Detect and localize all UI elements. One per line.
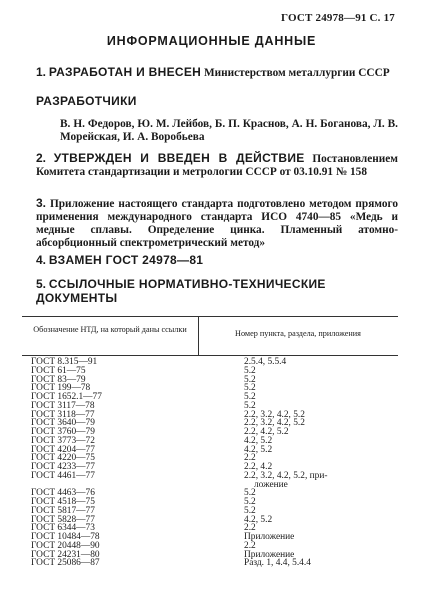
table-cell-reference: 2.2, 3.2, 4.2, 5.2 bbox=[244, 418, 305, 429]
table-cell-document: ГОСТ 3640—79 bbox=[31, 418, 95, 429]
table-cell-reference: 5.2 bbox=[244, 488, 256, 499]
table-cell-reference: 5.2 bbox=[244, 400, 256, 411]
table-cell-reference: 5.2 bbox=[244, 505, 256, 516]
table-cell-document: ГОСТ 4233—77 bbox=[31, 462, 95, 472]
section-2-text: Постановлением Комитета стандартизации и метрологии СССР от 03.10.91 № 158 bbox=[36, 153, 399, 178]
table-cell-reference: 2.2, 3.2, 4.2, 5.2, при- bbox=[244, 470, 328, 481]
table-cell-document: ГОСТ 10484—78 bbox=[31, 532, 100, 542]
table-header-reference: Номер пункта, раздела, приложения bbox=[235, 329, 361, 338]
section-5-number: 5. bbox=[36, 277, 47, 291]
section-2 bbox=[36, 152, 398, 179]
table-cell-reference: Разд. 1, 4.4, 5.4.4 bbox=[244, 558, 311, 569]
table-cell-document: ГОСТ 5828—77 bbox=[31, 514, 95, 525]
table-cell-document: ГОСТ 4461—77 bbox=[31, 470, 95, 481]
page-title: ИНФОРМАЦИОННЫЕ ДАННЫЕ bbox=[106, 34, 317, 48]
authors-list: В. Н. Федоров, Ю. М. Лейбов, Б. П. Краснов, А. Н. Боганова, Л. В. Морейская, И. А. Воробьева bbox=[60, 118, 398, 143]
table-cell-reference: Приложение bbox=[244, 532, 295, 542]
section-1-heading: РАЗРАБОТАН И ВНЕСЕН bbox=[48, 65, 202, 79]
section-3 bbox=[36, 197, 398, 250]
section-1-text: Министерством металлургии СССР bbox=[203, 67, 390, 79]
table-cell-document: ГОСТ 5817—77 bbox=[31, 505, 95, 516]
section-1 bbox=[36, 66, 396, 80]
table-cell-reference: 2.2, 4.2 bbox=[244, 462, 273, 472]
table-row bbox=[22, 472, 398, 490]
table-cell-document: ГОСТ 1652.1—77 bbox=[31, 392, 102, 402]
table-cell-document: ГОСТ 3118—77 bbox=[31, 409, 95, 420]
table-cell-document: ГОСТ 6344—73 bbox=[31, 523, 95, 534]
table-cell-document: ГОСТ 4463—76 bbox=[31, 488, 95, 499]
table-cell-reference-continued: ложение bbox=[254, 479, 288, 490]
references-table bbox=[22, 316, 398, 569]
table-cell-document: ГОСТ 4518—75 bbox=[31, 497, 95, 507]
table-cell-document: ГОСТ 8.315—91 bbox=[31, 357, 98, 367]
table-cell-document: ГОСТ 20448—90 bbox=[31, 540, 100, 551]
table-cell-reference: 2.2, 4.2, 5.2 bbox=[244, 427, 289, 437]
table-cell-reference: 4.2, 5.2 bbox=[244, 444, 273, 455]
table-cell-reference: 4.2, 5.2 bbox=[244, 514, 273, 525]
section-4-heading: ВЗАМЕН ГОСТ 24978—81 bbox=[48, 253, 204, 267]
table-cell-document: ГОСТ 24231—80 bbox=[31, 549, 100, 560]
table-cell-reference: 2.2 bbox=[244, 540, 256, 551]
table-cell-reference: Приложение bbox=[244, 549, 295, 560]
table-cell-reference: 2.2 bbox=[244, 523, 256, 534]
section-3-number: 3. bbox=[36, 196, 47, 210]
table-cell-reference: 4.2, 5.2 bbox=[244, 435, 273, 446]
section-2-number: 2. bbox=[36, 151, 47, 165]
table-body bbox=[22, 358, 398, 568]
table-cell-reference: 5.2 bbox=[244, 497, 256, 507]
table-cell-reference: 2.5.4, 5.5.4 bbox=[244, 357, 287, 367]
section-2-heading: УТВЕРЖДЕН И ВВЕДЕН В ДЕЙСТВИЕ bbox=[53, 151, 305, 165]
table-cell-reference: 5.2 bbox=[244, 392, 256, 402]
table-cell-reference: 2.2 bbox=[244, 453, 256, 464]
table-cell-reference: 5.2 bbox=[244, 374, 256, 385]
section-5 bbox=[36, 278, 388, 306]
table-cell-document: ГОСТ 83—79 bbox=[31, 374, 86, 385]
table-header-document: Обозначение НТД, на который даны ссылки bbox=[33, 325, 187, 334]
section-3-text: Приложение настоящего стандарта подготовлено методом прямого применения международного стандарта ИСО 4740—85 «Медь и медные сплавы. Определение цинка. Пламенный атомно-абсорбционный спектрометрический метод» bbox=[36, 198, 399, 249]
table-cell-document: ГОСТ 199—78 bbox=[31, 383, 91, 394]
section-4 bbox=[36, 254, 396, 268]
table-cell-document: ГОСТ 4220—75 bbox=[31, 453, 95, 464]
table-cell-document: ГОСТ 61—75 bbox=[31, 365, 86, 376]
section-5-heading: ССЫЛОЧНЫЕ НОРМАТИВНО-ТЕХНИЧЕСКИЕ ДОКУМЕНТЫ bbox=[36, 277, 326, 305]
table-cell-reference: 2.2, 3.2, 4.2, 5.2 bbox=[244, 409, 305, 420]
table-cell-document: ГОСТ 3773—72 bbox=[31, 435, 95, 446]
table-cell-reference: 5.2 bbox=[244, 365, 256, 376]
page-header: ГОСТ 24978—91 С. 17 bbox=[281, 12, 395, 24]
table-cell-reference: 5.2 bbox=[244, 383, 256, 394]
table-row bbox=[22, 559, 398, 568]
section-4-number: 4. bbox=[36, 253, 47, 267]
table-cell-document: ГОСТ 3760—79 bbox=[31, 427, 95, 437]
table-cell-document: ГОСТ 25086—87 bbox=[31, 558, 100, 569]
table-cell-document: ГОСТ 4204—77 bbox=[31, 444, 95, 455]
section-1-number: 1. bbox=[36, 65, 47, 79]
developers-heading: РАЗРАБОТЧИКИ bbox=[36, 94, 137, 108]
table-cell-document: ГОСТ 3117—78 bbox=[31, 400, 95, 411]
table-header bbox=[22, 316, 398, 356]
